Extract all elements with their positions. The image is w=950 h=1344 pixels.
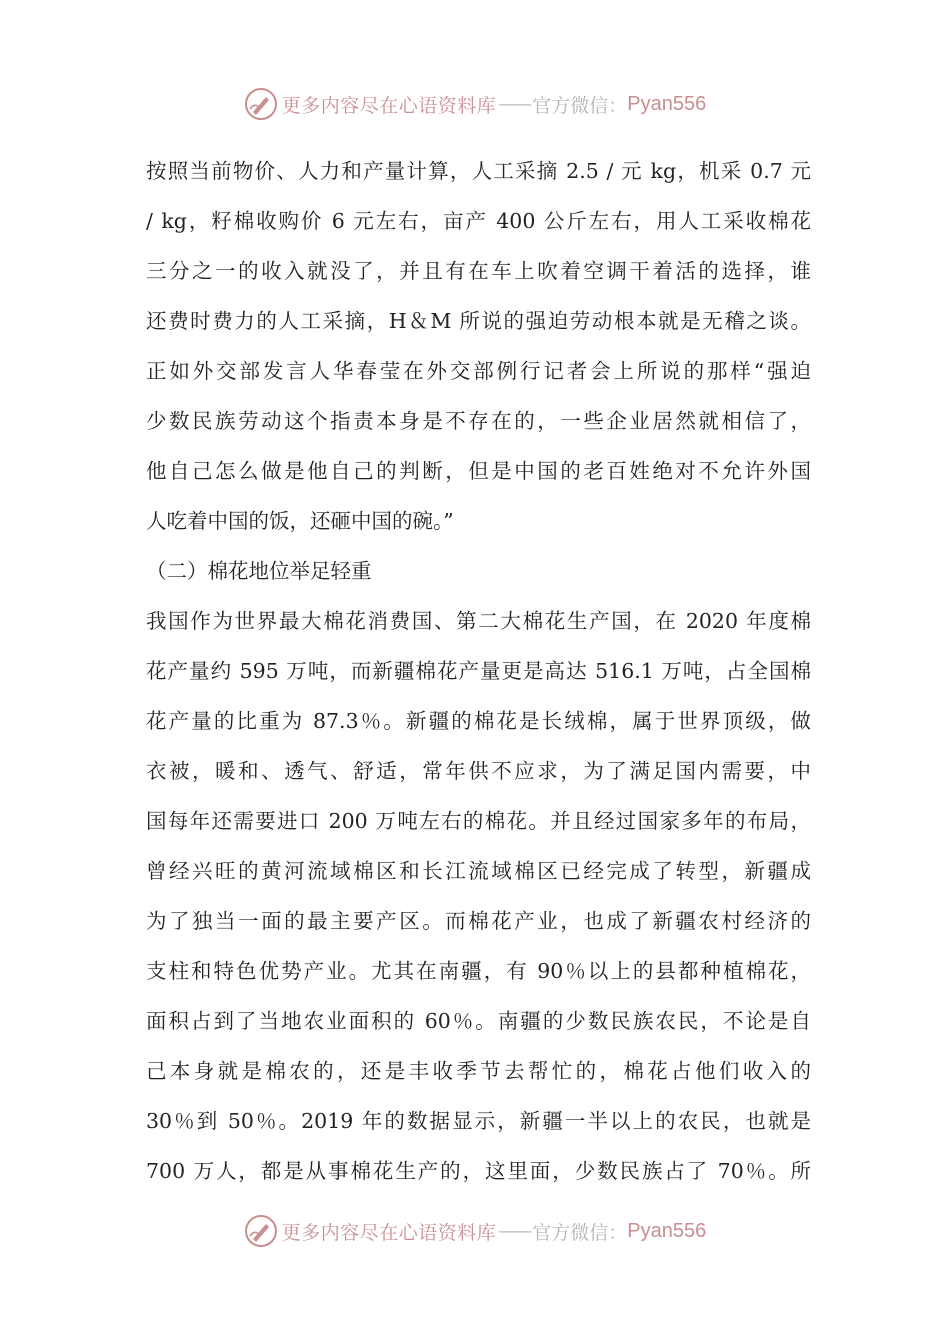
pen-logo-icon xyxy=(244,87,278,121)
watermark-wechat-id: Pyan556 xyxy=(627,92,707,115)
paragraph-line: 为了独当一面的最主要产区。而棉花产业，也成了新疆农村经济的 xyxy=(146,909,811,933)
paragraph-line: 我国作为世界最大棉花消费国、第二大棉花生产国，在 2020 年度棉 xyxy=(146,609,811,633)
paragraph-line: 衣被，暖和、透气、舒适，常年供不应求，为了满足国内需要，中 xyxy=(146,759,811,783)
paragraph-line: 按照当前物价、人力和产量计算，人工采摘 2.5 / 元 kg，机采 0.7 元 xyxy=(146,159,811,183)
watermark-text: 更多内容尽在心语资料库 xyxy=(281,94,497,117)
paragraph-line: 正如外交部发言人华春莹在外交部例行记者会上所说的那样“强迫 xyxy=(146,359,811,383)
document-body xyxy=(146,146,811,1196)
paragraph-line: 还费时费力的人工采摘，H＆M 所说的强迫劳动根本就是无稽之谈。 xyxy=(146,309,811,333)
paragraph-line: 他自己怎么做是他自己的判断，但是中国的老百姓绝对不允许外国 xyxy=(146,459,811,483)
watermark-dash: —— xyxy=(498,1220,531,1242)
watermark-label: 官方微信： xyxy=(532,94,628,117)
watermark-wechat-id: Pyan556 xyxy=(627,1219,707,1242)
paragraph-line: 少数民族劳动这个指责本身是不存在的，一些企业居然就相信了， xyxy=(146,409,811,433)
paragraph-line: 人吃着中国的饭，还砸中国的碗。” xyxy=(146,509,454,533)
paragraph-line: 30％到 50％。2019 年的数据显示，新疆一半以上的农民，也就是 xyxy=(146,1109,811,1133)
pen-logo-icon xyxy=(244,1214,278,1248)
paragraph-line: 支柱和特色优势产业。尤其在南疆，有 90％以上的县都种植棉花， xyxy=(146,959,811,983)
header-watermark xyxy=(0,84,950,124)
paragraph-line: 己本身就是棉农的，还是丰收季节去帮忙的，棉花占他们收入的 xyxy=(146,1059,811,1083)
paragraph-line: 曾经兴旺的黄河流域棉区和长江流域棉区已经完成了转型，新疆成 xyxy=(146,859,811,883)
watermark-label: 官方微信： xyxy=(532,1221,628,1244)
paragraph-line: 700 万人，都是从事棉花生产的，这里面，少数民族占了 70％。所 xyxy=(146,1159,811,1183)
footer-watermark xyxy=(0,1211,950,1251)
paragraph-line: 三分之一的收入就没了，并且有在车上吹着空调干着活的选择，谁 xyxy=(146,259,811,283)
paragraph-line: 花产量的比重为 87.3％。新疆的棉花是长绒棉，属于世界顶级，做 xyxy=(146,709,811,733)
paragraph-line: 面积占到了当地农业面积的 60％。南疆的少数民族农民，不论是自 xyxy=(146,1009,811,1033)
section-heading: （二）棉花地位举足轻重 xyxy=(146,559,372,583)
watermark-text: 更多内容尽在心语资料库 xyxy=(281,1221,497,1244)
paragraph-line: 国每年还需要进口 200 万吨左右的棉花。并且经过国家多年的布局， xyxy=(146,809,811,833)
paragraph-line: 花产量约 595 万吨，而新疆棉花产量更是高达 516.1 万吨，占全国棉 xyxy=(146,659,811,683)
watermark-dash: —— xyxy=(498,93,531,115)
paragraph-line: / kg，籽棉收购价 6 元左右，亩产 400 公斤左右，用人工采收棉花 xyxy=(146,209,811,233)
